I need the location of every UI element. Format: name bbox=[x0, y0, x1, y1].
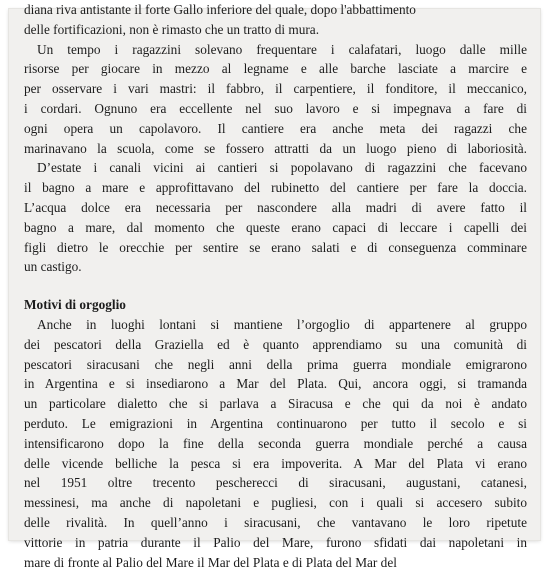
text-line: nel 1951 oltre trecento pescherecci di siracusani, augustani, catanesi, bbox=[24, 475, 527, 491]
text-line: intensificarono dopo la fine della seconda guerra mondiale perché a causa bbox=[24, 435, 527, 451]
paragraph bbox=[24, 40, 527, 159]
text-line: risorse per giocare in mezzo al legname e alle barche lasciate a marcire e bbox=[24, 61, 527, 77]
text-line: in Argentina e si insediarono a Mar del Plata. Qui, ancora oggi, si tramanda bbox=[24, 376, 527, 392]
text-line: delle vicende belliche la pesca si era impoverita. A Mar del Plata vi erano bbox=[24, 455, 527, 471]
text-line: Un tempo i ragazzini solevano frequentare i calafatari, luogo dalle mille bbox=[37, 41, 527, 57]
text-line: il bagno a mare e approfittavano del rubinetto del cantiere per fare la doccia. bbox=[24, 180, 527, 196]
text-line: un castigo. bbox=[24, 259, 82, 275]
text-line: bagno a mare, dal momento che queste erano capaci di leccare i capelli dei bbox=[24, 219, 527, 235]
text-line: perduto. Le emigrazioni in Argentina continuarono per tutto il secolo e si bbox=[24, 415, 527, 431]
text-line: per osservare i vari mastri: il fabbro, il carpentiere, il fonditore, il meccanico, bbox=[24, 81, 527, 97]
text-line: delle rivalità. In quell’anno i siracusani, che vantavano le loro ripetute bbox=[24, 514, 527, 530]
section-gap bbox=[24, 277, 527, 295]
text-line: messinesi, ma anche di napoletani e pugliesi, con i quali si accesero subito bbox=[24, 495, 527, 511]
cut-off-bottom-line: mare di fronte al Palio del Mare il Mar del Plata e di Plata del Mar del bbox=[24, 554, 397, 570]
paragraph bbox=[24, 158, 527, 277]
text-line: pescatori siracusani che negli anni della prima guerra mondiale emigrarono bbox=[24, 356, 527, 372]
paragraph bbox=[24, 20, 527, 40]
paragraph bbox=[24, 315, 527, 553]
text-line: vittorie in patria durante il Palio del Mare, furono sfidati dai napoletani in bbox=[24, 534, 527, 550]
text-line: delle fortificazioni, non è rimasto che un tratto di mura. bbox=[24, 21, 320, 37]
text-line: L’acqua dolce era necessaria per nascondere alla madri di avere fatto il bbox=[24, 199, 527, 215]
cut-off-top-line: diana riva antistante il forte Gallo inferiore del quale, dopo l'abbattimento bbox=[24, 2, 416, 17]
text-line: D’estate i canali vicini ai cantieri si popolavano di ragazzini che facevano bbox=[37, 160, 527, 176]
text-line: i cordari. Ognuno era eccellente nel suo lavoro e si impegnava a fare di bbox=[24, 100, 527, 116]
text-line: marinavano la scuola, come se fossero attratti da un luogo pieno di laboriosità. bbox=[24, 140, 527, 156]
book-page bbox=[9, 2, 540, 570]
text-column bbox=[24, 2, 527, 570]
text-line: dei pescatori della Graziella ed è quanto apprendiamo su una comunità di bbox=[24, 336, 527, 352]
text-line: figli dietro le orecchie per sentire se erano salati e di conseguenza comminare bbox=[24, 239, 527, 255]
section-heading: Motivi di orgoglio bbox=[24, 297, 126, 313]
text-line: Anche in luoghi lontani si mantiene l’orgoglio di appartenere al gruppo bbox=[37, 316, 527, 332]
text-line: un particolare dialetto che si parlava a Siracusa e che qui da noi è andato bbox=[24, 396, 527, 412]
text-line: ogni opera un capolavoro. Il cantiere era anche meta dei ragazzi che bbox=[24, 120, 527, 136]
